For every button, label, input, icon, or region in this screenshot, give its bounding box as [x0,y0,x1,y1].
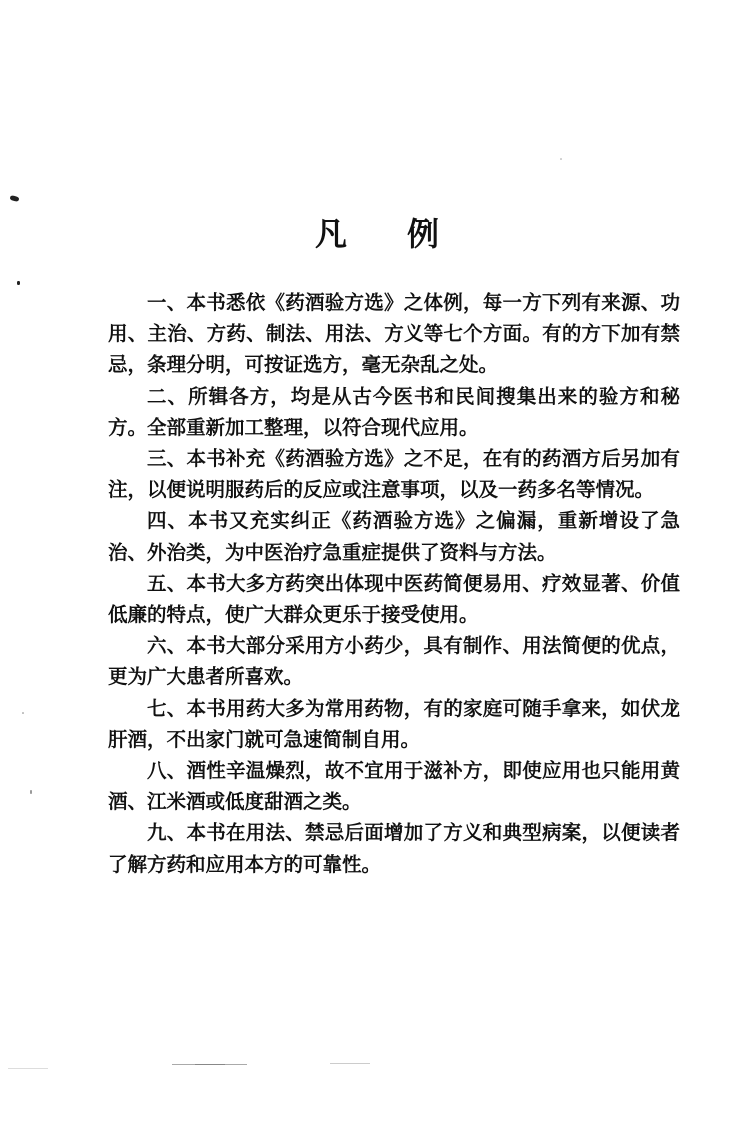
paragraph-8: 八、酒性辛温燥烈，故不宜用于滋补方，即使应用也只能用黄酒、江米酒或低度甜酒之类。 [108,759,680,814]
paragraph-2: 二、所辑各方，均是从古今医书和民间搜集出来的验方和秘方。全部重新加工整理，以符合现代应用。 [108,384,680,439]
scan-artifact-line [330,1063,370,1064]
scan-artifact-line [195,1064,225,1065]
paragraph-6: 六、本书大部分采用方小药少，具有制作、用法简便的优点，更为广大患者所喜欢。 [108,634,680,689]
scan-speck [22,712,24,714]
page-title [0,209,754,255]
scan-speck [560,158,562,160]
scan-speck [10,195,20,202]
paragraph-9: 九、本书在用法、禁忌后面增加了方义和典型病案，以便读者了解方药和应用本方的可靠性。 [108,821,680,876]
paragraph-3: 三、本书补充《药酒验方选》之不足，在有的药酒方后另加有注，以便说明服药后的反应或注意事项，以及一药多名等情况。 [108,447,680,502]
scan-speck [17,281,20,285]
paragraph-4: 四、本书又充实纠正《药酒验方选》之偏漏，重新增设了急治、外治类，为中医治疗急重症提供了资料与方法。 [108,509,680,564]
title-char-1: 凡 [314,215,347,254]
paragraph-7: 七、本书用药大多为常用药物，有的家庭可随手拿来，如伏龙肝酒，不出家门就可急速简制自用。 [108,696,680,751]
body-text [108,287,680,880]
paragraph-1: 一、本书悉依《药酒验方选》之体例，每一方下列有来源、功用、主治、方药、制法、用法、方义等七个方面。有的方下加有禁忌，条理分明，可按证选方，毫无杂乱之处。 [108,291,680,377]
scan-speck [30,790,32,794]
paragraph-5: 五、本书大多方药突出体现中医药简便易用、疗效显著、价值低廉的特点，使广大群众更乐于接受使用。 [108,571,680,627]
scan-artifact-line [8,1068,48,1069]
title-char-2: 例 [406,215,439,254]
